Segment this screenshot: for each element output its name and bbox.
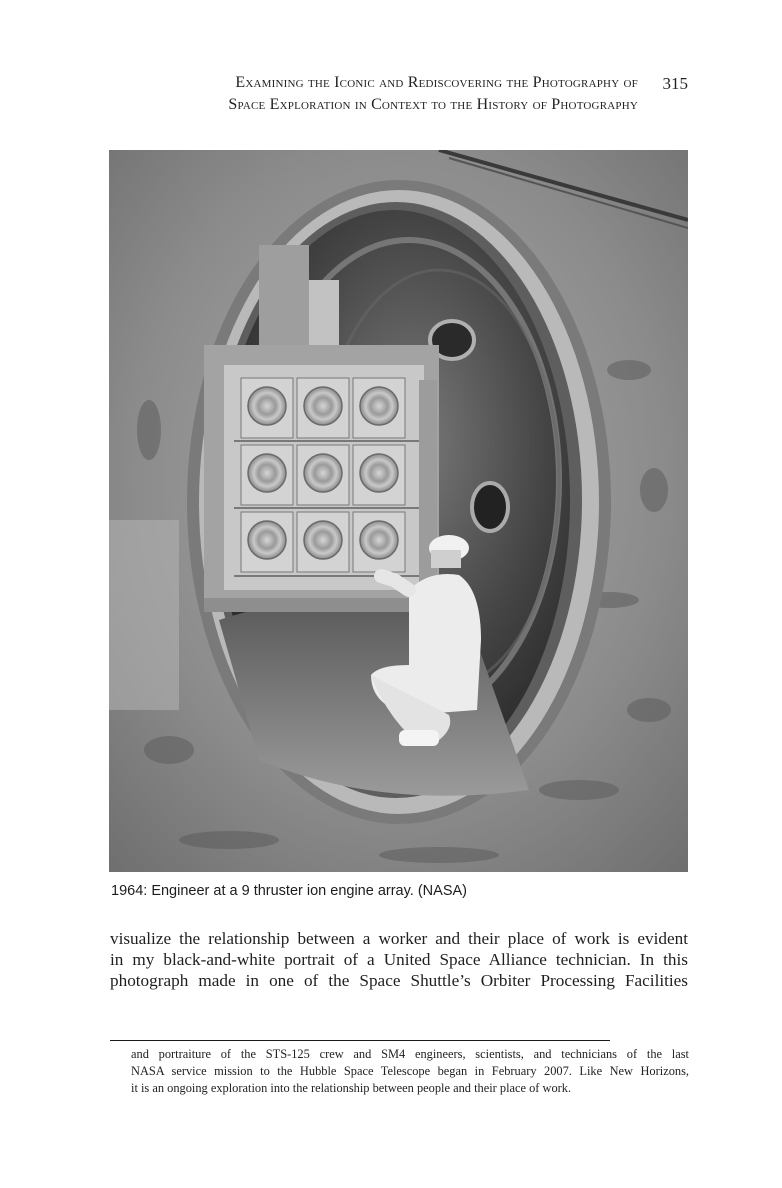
running-title-line-1: Examining the Iconic and Rediscovering the Photography of	[235, 74, 638, 91]
footnote-line: NASA service mission to the Hubble Space Telescope began in February 2007. Like New Horizons,	[131, 1064, 689, 1078]
body-paragraph	[110, 928, 688, 991]
body-line: photograph made in one of the Space Shuttle’s Orbiter Processing Facilities	[110, 971, 688, 990]
page-number: 315	[662, 74, 688, 93]
photo-ion-engine-chamber	[109, 150, 688, 872]
photo-figure	[109, 150, 688, 872]
thruster-grid	[234, 378, 419, 576]
footnote-line: it is an ongoing exploration into the relationship between people and their place of work.	[131, 1081, 572, 1095]
footnote	[131, 1046, 689, 1097]
figure-caption: 1964: Engineer at a 9 thruster ion engine array. (NASA)	[111, 883, 467, 899]
body-line: in my black-and-white portrait of a United Space Alliance technician. In this	[110, 950, 688, 969]
body-line: visualize the relationship between a worker and their place of work is evident	[110, 929, 688, 948]
footnote-line: and portraiture of the STS-125 crew and SM4 engineers, scientists, and technicians of the last	[131, 1047, 689, 1061]
footnote-divider	[110, 1040, 610, 1041]
running-title-line-2: Space Exploration in Context to the History of Photography	[228, 96, 638, 113]
